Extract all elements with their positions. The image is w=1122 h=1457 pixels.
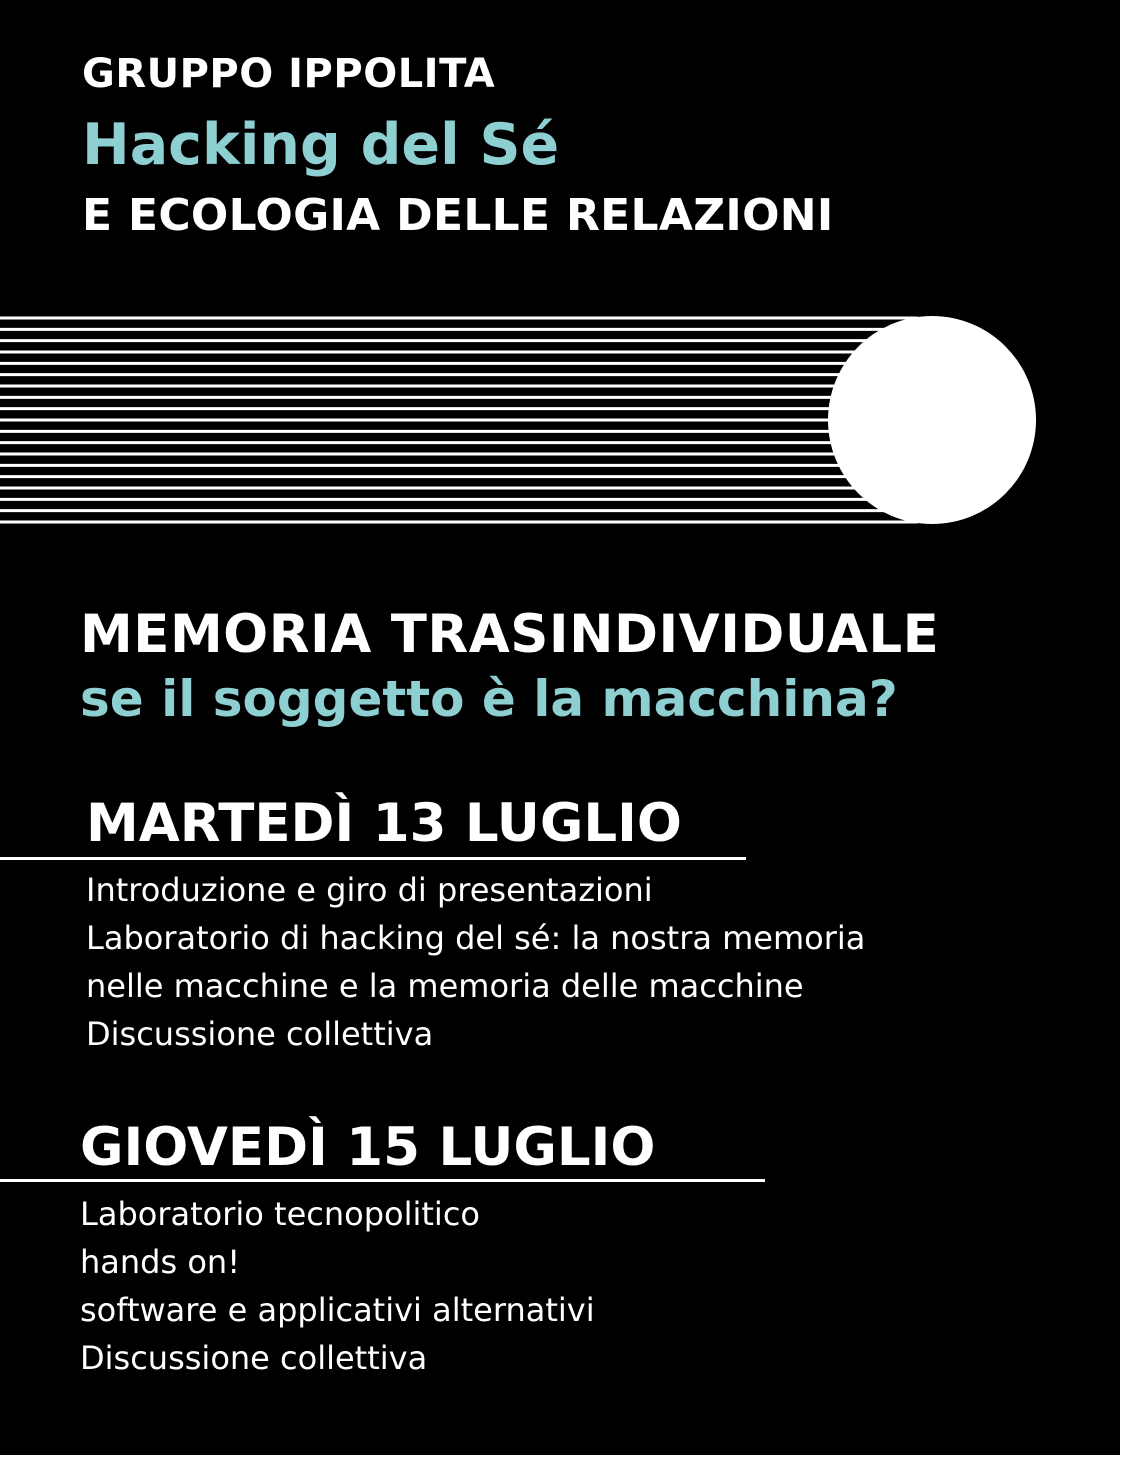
agenda-item: software e applicativi alternativi [80, 1291, 595, 1329]
day-title-tuesday: MARTEDÌ 13 LUGLIO [86, 793, 682, 854]
moon-circle [828, 316, 1036, 524]
day-divider [0, 1179, 765, 1182]
day-agenda-list [86, 866, 865, 1058]
day-title-thursday: GIOVEDÌ 15 LUGLIO [80, 1117, 656, 1178]
header-kicker-secondary: E ECOLOGIA DELLE RELAZIONI [82, 190, 834, 241]
agenda-item: Introduzione e giro di presentazioni [86, 871, 653, 909]
header-kicker: GRUPPO IPPOLITA [82, 51, 496, 97]
agenda-item: hands on! [80, 1243, 241, 1281]
header-subtitle: Hacking del Sé [82, 112, 560, 178]
day-agenda-list [80, 1190, 595, 1382]
agenda-item: nelle macchine e la memoria delle macchine [86, 967, 804, 1005]
circle-with-speed-lines-icon [0, 310, 1120, 540]
agenda-item: Laboratorio di hacking del sé: la nostra memoria [86, 919, 866, 957]
section-title: MEMORIA TRASINDIVIDUALE [80, 604, 940, 665]
day-divider [0, 857, 746, 860]
section-subtitle: se il soggetto è la macchina? [80, 670, 898, 728]
agenda-item: Discussione collettiva [80, 1339, 428, 1377]
agenda-item: Laboratorio tecnopolitico [80, 1195, 480, 1233]
agenda-item: Discussione collettiva [86, 1015, 434, 1053]
speed-lines [0, 318, 918, 522]
